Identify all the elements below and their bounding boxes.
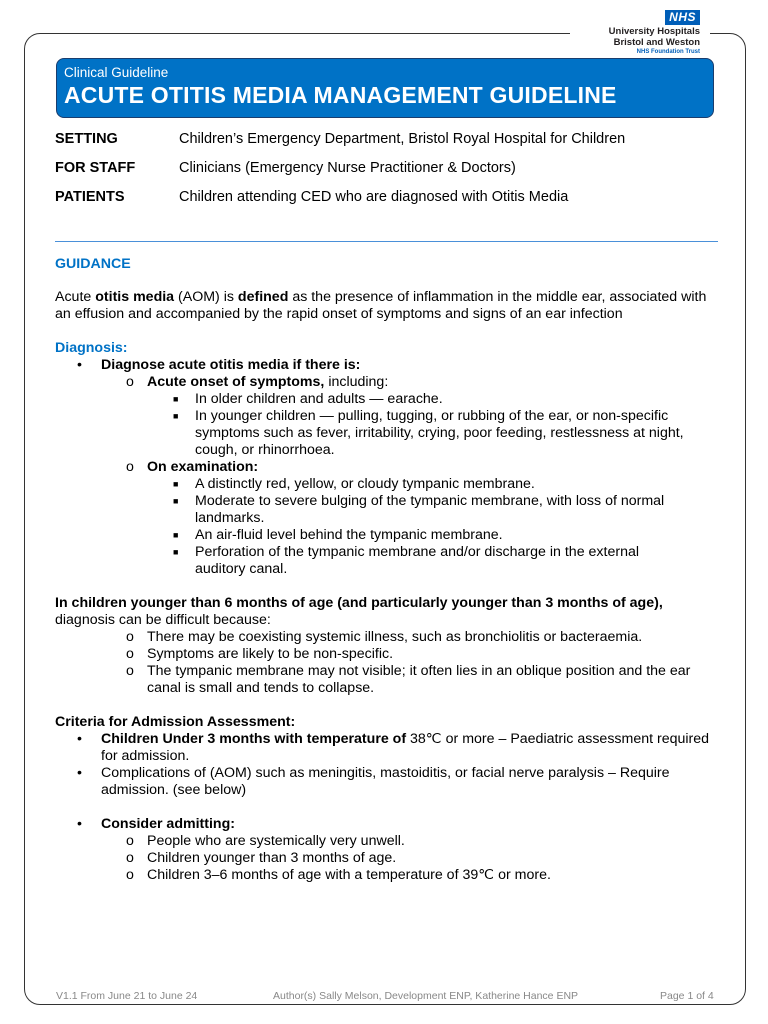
org-name-line2: Bristol and Weston	[613, 37, 700, 48]
list-item	[55, 646, 725, 663]
circle-bullet-icon: o	[126, 867, 134, 883]
list-item	[55, 833, 725, 850]
consider-item: Children younger than 3 months of age.	[147, 850, 397, 866]
consider-label: Consider admitting:	[101, 816, 235, 832]
guidance-heading: GUIDANCE	[55, 256, 131, 272]
nhs-logo	[598, 8, 700, 56]
bullet-icon: •	[77, 357, 82, 373]
def-text: Acute	[55, 289, 96, 305]
consider-item: People who are systemically very unwell.	[147, 833, 405, 849]
meta-key: FOR STAFF	[55, 160, 136, 176]
bullet-icon: •	[77, 731, 82, 747]
onset-item: In younger children — pulling, tugging, or rubbing of the ear, or non-specific symptoms such as fever, irritability, crying, poor feeding, restlessness at night, cough, or rhinorrhoea.	[195, 408, 684, 458]
young-children-paragraph	[55, 595, 725, 629]
onset-label: Acute onset of symptoms,	[147, 374, 325, 390]
circle-bullet-icon: o	[126, 646, 134, 662]
list-item	[55, 459, 725, 476]
square-bullet-icon: ■	[173, 530, 179, 540]
bullet-icon: •	[77, 765, 82, 781]
square-bullet-icon: ■	[173, 479, 179, 489]
circle-bullet-icon: o	[126, 459, 134, 475]
list-item	[55, 850, 725, 867]
meta-key: PATIENTS	[55, 189, 125, 205]
list-item	[55, 816, 725, 833]
def-keyword: defined	[237, 289, 289, 305]
exam-item: Moderate to severe bulging of the tympanic membrane, with loss of normal landmarks.	[195, 493, 665, 526]
list-item	[55, 391, 725, 408]
definition-paragraph	[55, 289, 725, 323]
list-item	[55, 629, 725, 646]
diagnosis-lead: Diagnose acute otitis media if there is:	[101, 357, 361, 373]
young-item: Symptoms are likely to be non-specific.	[147, 646, 394, 662]
list-item	[55, 408, 725, 459]
title-banner	[56, 58, 714, 118]
list-item	[55, 663, 725, 697]
list-item	[55, 544, 725, 578]
list-item	[55, 476, 725, 493]
onset-text: including:	[324, 374, 389, 390]
guideline-kicker: Clinical Guideline	[64, 65, 169, 80]
list-item	[55, 493, 725, 527]
admission-item-label: Children Under 3 months with temperature of	[101, 731, 407, 747]
section-divider	[55, 241, 718, 242]
exam-item: An air-fluid level behind the tympanic membrane.	[195, 527, 503, 543]
circle-bullet-icon: o	[126, 663, 134, 679]
circle-bullet-icon: o	[126, 850, 134, 866]
list-item	[55, 765, 725, 799]
circle-bullet-icon: o	[126, 833, 134, 849]
page-title: ACUTE OTITIS MEDIA MANAGEMENT GUIDELINE	[64, 82, 617, 108]
list-item	[55, 527, 725, 544]
org-name-line1: University Hospitals	[608, 26, 700, 37]
exam-item: Perforation of the tympanic membrane and/or discharge in the external auditory canal.	[195, 544, 639, 577]
list-item	[55, 357, 725, 374]
square-bullet-icon: ■	[173, 547, 179, 557]
square-bullet-icon: ■	[173, 496, 179, 506]
def-text: (AOM) is	[174, 289, 238, 305]
exam-item: A distinctly red, yellow, or cloudy tympanic membrane.	[195, 476, 535, 492]
young-text: diagnosis can be difficult because:	[55, 612, 271, 628]
square-bullet-icon: ■	[173, 394, 179, 404]
meta-value: Clinicians (Emergency Nurse Practitioner & Doctors)	[179, 160, 516, 176]
def-text: as the presence of inflammation in the middle ear, associated with an effusion and accompanied by the rapid onset of symptoms and signs of an ear infection	[55, 289, 707, 322]
consider-item: Children 3–6 months of age with a temperature of 39℃ or more.	[147, 867, 551, 883]
onset-item: In older children and adults — earache.	[195, 391, 443, 407]
young-item: There may be coexisting systemic illness, such as bronchiolitis or bacteraemia.	[147, 629, 643, 645]
young-lead: In children younger than 6 months of age (and particularly younger than 3 months of age),	[55, 595, 663, 611]
list-item	[55, 374, 725, 391]
trust-name: NHS Foundation Trust	[636, 49, 700, 55]
meta-value: Children attending CED who are diagnosed with Otitis Media	[179, 189, 569, 205]
admission-heading: Criteria for Admission Assessment:	[55, 714, 296, 730]
circle-bullet-icon: o	[126, 629, 134, 645]
square-bullet-icon: ■	[173, 411, 179, 421]
admission-item-text: Complications of (AOM) such as meningitis, mastoiditis, or facial nerve paralysis – Require admission. (see below)	[101, 765, 670, 798]
guideline-body	[55, 256, 725, 884]
nhs-badge: NHS	[665, 10, 700, 25]
diagnosis-heading: Diagnosis:	[55, 340, 128, 356]
list-item	[55, 731, 725, 765]
footer-authors: Author(s) Sally Melson, Development ENP, Katherine Hance ENP	[273, 990, 579, 1002]
footer-page-number: Page 1 of 4	[660, 990, 714, 1002]
meta-key: SETTING	[55, 131, 118, 147]
circle-bullet-icon: o	[126, 374, 134, 390]
young-item: The tympanic membrane may not visible; it often lies in an oblique position and the ear canal is small and tends to collapse.	[147, 663, 691, 696]
def-term: otitis media	[95, 289, 175, 305]
exam-label: On examination:	[147, 459, 259, 475]
footer-version: V1.1 From June 21 to June 24	[56, 990, 198, 1002]
bullet-icon: •	[77, 816, 82, 832]
admission-item-text: 38℃ or more – Paediatric assessment required for admission.	[101, 731, 710, 764]
list-item	[55, 867, 725, 884]
meta-value: Children’s Emergency Department, Bristol Royal Hospital for Children	[179, 131, 626, 147]
